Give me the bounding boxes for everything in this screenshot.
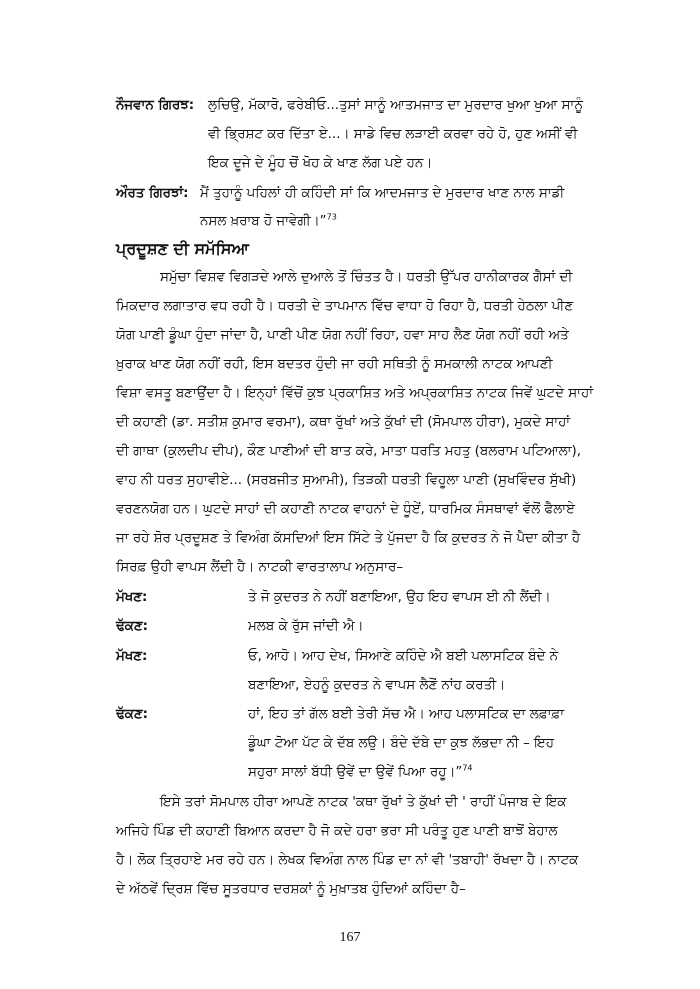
dialogue-line: ਇਕ ਦੂਜੇ ਦੇ ਮੂੰਹ ਚੋਂ ਖੋਹ ਕੇ ਖਾਣ ਲੱਗ ਪਏ ਹਨ। (208, 156, 433, 171)
footnote-marker: 73 (326, 212, 337, 222)
footnote-marker: 74 (462, 763, 473, 773)
dialogue-line: ਤੇ ਜੋ ਕੁਦਰਤ ਨੇ ਨਹੀਂ ਬਣਾਇਆ, ਉਹ ਇਹ ਵਾਪਸ ਈ ਨੀ ਲੈਂਦੀ। (248, 590, 551, 605)
dialogue-line: ਵੀ ਭ੍ਰਿਸ਼ਟ ਕਰ ਦਿੱਤਾ ਏ...। ਸਾਡੇ ਵਿਚ ਲੜਾਈ ਕਰਵਾ ਰਹੇ ਹੋ, ਹੁਣ ਅਸੀਂ ਵੀ (208, 127, 578, 142)
paragraph-line: ਖ਼ੁਰਾਕ ਖਾਣ ਯੋਗ ਨਹੀਂ ਰਹੀ, ਇਸ ਬਦਤਰ ਹੁੰਦੀ ਜਾ ਰਹੀ ਸਥਿਤੀ ਨੂੰ ਸਮਕਾਲੀ ਨਾਟਕ ਆਪਣੀ (116, 357, 553, 372)
section-heading: ਪ੍ਰਦੂਸ਼ਣ ਦੀ ਸਮੱਸਿਆ (116, 239, 249, 258)
paragraph-line: ਮਿਕਦਾਰ ਲਗਾਤਾਰ ਵਧ ਰਹੀ ਹੈ। ਧਰਤੀ ਦੇ ਤਾਪਮਾਨ ਵਿੱਚ ਵਾਧਾ ਹੋ ਰਿਹਾ ਹੈ, ਧਰਤੀ ਹੇਠਲਾ ਪੀਣ (116, 299, 574, 314)
speaker-label: ਢੱਕਣ: (116, 707, 148, 722)
speaker-label: ਔਰਤ ਗਿਰਝਾਂ: (116, 186, 189, 201)
dialogue-text: ਸਹੁਰਾ ਸਾਲਾਂ ਬੱਧੀ ਉਵੇਂ ਦਾ ਉਵੇਂ ਪਿਆ ਰਹੂ।” (248, 765, 463, 780)
dialogue-text: ਨਸਲ ਖ਼ਰਾਬ ਹੋ ਜਾਵੇਗੀ।” (200, 214, 327, 229)
speaker-label: ਮੱਖਣ: (116, 649, 148, 664)
dialogue-line-with-footnote (248, 763, 473, 783)
dialogue-line: ਡੂੰਘਾ ਟੋਆ ਪੱਟ ਕੇ ਦੱਬ ਲਉ। ਬੰਦੇ ਦੱਬੇ ਦਾ ਕੁਝ ਲੱਭਦਾ ਨੀ – ਇਹ (248, 736, 554, 751)
speaker-label: ਮੱਖਣ: (116, 590, 148, 605)
paragraph-line: ਅਜਿਹੇ ਪਿੰਡ ਦੀ ਕਹਾਣੀ ਬਿਆਨ ਕਰਦਾ ਹੈ ਜੋ ਕਦੇ ਹਰਾ ਭਰਾ ਸੀ ਪਰੰਤੂ ਹੁਣ ਪਾਣੀ ਬਾਝੋਂ ਬੇਹਾਲ (116, 824, 558, 839)
paragraph-line: ਜਾ ਰਹੇ ਸ਼ੋਰ ਪ੍ਰਦੂਸ਼ਣ ਤੇ ਵਿਅੰਗ ਕੱਸਦਿਆਂ ਇਸ ਸਿੱਟੇ ਤੇ ਪੁੱਜਦਾ ਹੈ ਕਿ ਕੁਦਰਤ ਨੇ ਜੋ ਪੈਦਾ ਕੀਤਾ ਹੈ (116, 531, 581, 546)
dialogue-line: ਬਣਾਇਆ, ਏਹਨੂੰ ਕੁਦਰਤ ਨੇ ਵਾਪਸ ਲੈਣੋਂ ਨਾਂਹ ਕਰਤੀ। (248, 678, 506, 693)
paragraph-line: ਇਸੇ ਤਰਾਂ ਸੋਮਪਾਲ ਹੀਰਾ ਆਪਣੇ ਨਾਟਕ 'ਕਥਾ ਰੁੱਖਾਂ ਤੇ ਕੁੱਖਾਂ ਦੀ ' ਰਾਹੀਂ ਪੰਜਾਬ ਦੇ ਇਕ (160, 795, 567, 810)
paragraph-line: ਵਰਣਨਯੋਗ ਹਨ। ਘੁਟਦੇ ਸਾਹਾਂ ਦੀ ਕਹਾਣੀ ਨਾਟਕ ਵਾਹਨਾਂ ਦੇ ਧੂੰਏਂ, ਧਾਰਮਿਕ ਸੰਸਥਾਵਾਂ ਵੱਲੋਂ ਫੈਲਾਏ (116, 502, 575, 517)
dialogue-line: ਹਾਂ, ਇਹ ਤਾਂ ਗੱਲ ਬਈ ਤੇਰੀ ਸੱਚ ਐ। ਆਹ ਪਲਾਸਟਿਕ ਦਾ ਲਫ਼ਾਫ਼ਾ (248, 707, 565, 722)
paragraph-line: ਦੀ ਕਹਾਣੀ (ਡਾ. ਸਤੀਸ਼ ਕੁਮਾਰ ਵਰਮਾ), ਕਥਾ ਰੁੱਖਾਂ ਅਤੇ ਕੁੱਖਾਂ ਦੀ (ਸੋਮਪਾਲ ਹੀਰਾ), ਮੁਕਦੇ ਸਾਹਾਂ (116, 415, 571, 430)
dialogue-line: ਮਲਬ ਕੇ ਰੁੱਸ ਜਾਂਦੀ ਐ। (248, 619, 364, 634)
paragraph-line: ਯੋਗ ਪਾਣੀ ਡੂੰਘਾ ਹੁੰਦਾ ਜਾਂਦਾ ਹੈ, ਪਾਣੀ ਪੀਣ ਯੋਗ ਨਹੀਂ ਰਿਹਾ, ਹਵਾ ਸਾਹ ਲੈਣ ਯੋਗ ਨਹੀਂ ਰਹੀ ਅਤੇ (116, 328, 569, 343)
paragraph-line: ਵਾਹ ਨੀ ਧਰਤ ਸੁਹਾਵੀਏ... (ਸਰਬਜੀਤ ਸੁਆਮੀ), ਤਿੜਕੀ ਧਰਤੀ ਵਿਹੂਲਾ ਪਾਣੀ (ਸੁਖਵਿੰਦਰ ਸੁੱਖੀ) (116, 473, 577, 488)
dialogue-line: ਲੁਚਿਉ, ਮੱਕਾਰੋ, ਫਰੇਬੀਓ...ਤੁਸਾਂ ਸਾਨੂੰ ਆਤਮਜਾਤ ਦਾ ਮੁਰਦਾਰ ਖੁਆ ਖੁਆ ਸਾਨੂੰ (208, 98, 583, 113)
paragraph-line: ਦੇ ਅੱਠਵੇਂ ਦ੍ਰਿਸ਼ ਵਿੱਚ ਸੂਤਰਧਾਰ ਦਰਸ਼ਕਾਂ ਨੂੰ ਮੁਖ਼ਾਤਬ ਹੁੰਦਿਆਂ ਕਹਿੰਦਾ ਹੈ– (116, 882, 466, 897)
speaker-label: ਨੌਜਵਾਨ ਗਿਰਝ: (116, 98, 195, 113)
paragraph-line: ਹੈ। ਲੋਕ ਤ੍ਰਿਹਾਏ ਮਰ ਰਹੇ ਹਨ। ਲੇਖਕ ਵਿਅੰਗ ਨਾਲ ਪਿੰਡ ਦਾ ਨਾਂ ਵੀ 'ਤਬਾਹੀ' ਰੱਖਦਾ ਹੈ। ਨਾਟਕ (116, 853, 579, 868)
speaker-label: ਢੱਕਣ: (116, 619, 148, 634)
paragraph-line: ਸਿਰਫ਼ ਉਹੀ ਵਾਪਸ ਲੈਂਦੀ ਹੈ। ਨਾਟਕੀ ਵਾਰਤਾਲਾਪ ਅਨੁਸਾਰ– (116, 560, 404, 575)
dialogue-line: ਮੈਂ ਤੁਹਾਨੂੰ ਪਹਿਲਾਂ ਹੀ ਕਹਿੰਦੀ ਸਾਂ ਕਿ ਆਦਮਜਾਤ ਦੇ ਮੁਰਦਾਰ ਖਾਣ ਨਾਲ ਸਾਡੀ (200, 186, 565, 201)
paragraph-line: ਵਿਸ਼ਾ ਵਸਤੂ ਬਣਾਉਂਦਾ ਹੈ। ਇਨ੍ਹਾਂ ਵਿੱਚੋਂ ਕੁਝ ਪ੍ਰਕਾਸ਼ਿਤ ਅਤੇ ਅਪ੍ਰਕਾਸ਼ਿਤ ਨਾਟਕ ਜਿਵੇਂ ਘੁਟਦੇ ਸਾਹਾਂ (116, 386, 593, 401)
dialogue-line-with-footnote (200, 212, 337, 232)
paragraph-line: ਸਮੁੱਚਾ ਵਿਸ਼ਵ ਵਿਗੜਦੇ ਆਲੇ ਦੁਆਲੇ ਤੋਂ ਚਿੰਤਤ ਹੈ। ਧਰਤੀ ਉੱਪਰ ਹਾਨੀਕਾਰਕ ਗੈਸਾਂ ਦੀ (160, 270, 573, 285)
paragraph-line: ਦੀ ਗਾਥਾ (ਕੁਲਦੀਪ ਦੀਪ), ਕੌਣ ਪਾਣੀਆਂ ਦੀ ਬਾਤ ਕਰੇ, ਮਾਤਾ ਧਰਤਿ ਮਹਤੁ (ਬਲਰਾਮ ਪਟਿਆਲਾ), (116, 444, 581, 459)
dialogue-line: ਓ, ਆਹੋ। ਆਹ ਦੇਖ, ਸਿਆਣੇ ਕਹਿੰਦੇ ਐ ਬਈ ਪਲਾਸਟਿਕ ਬੰਦੇ ਨੇ (248, 649, 558, 664)
page-number: 167 (339, 930, 361, 945)
